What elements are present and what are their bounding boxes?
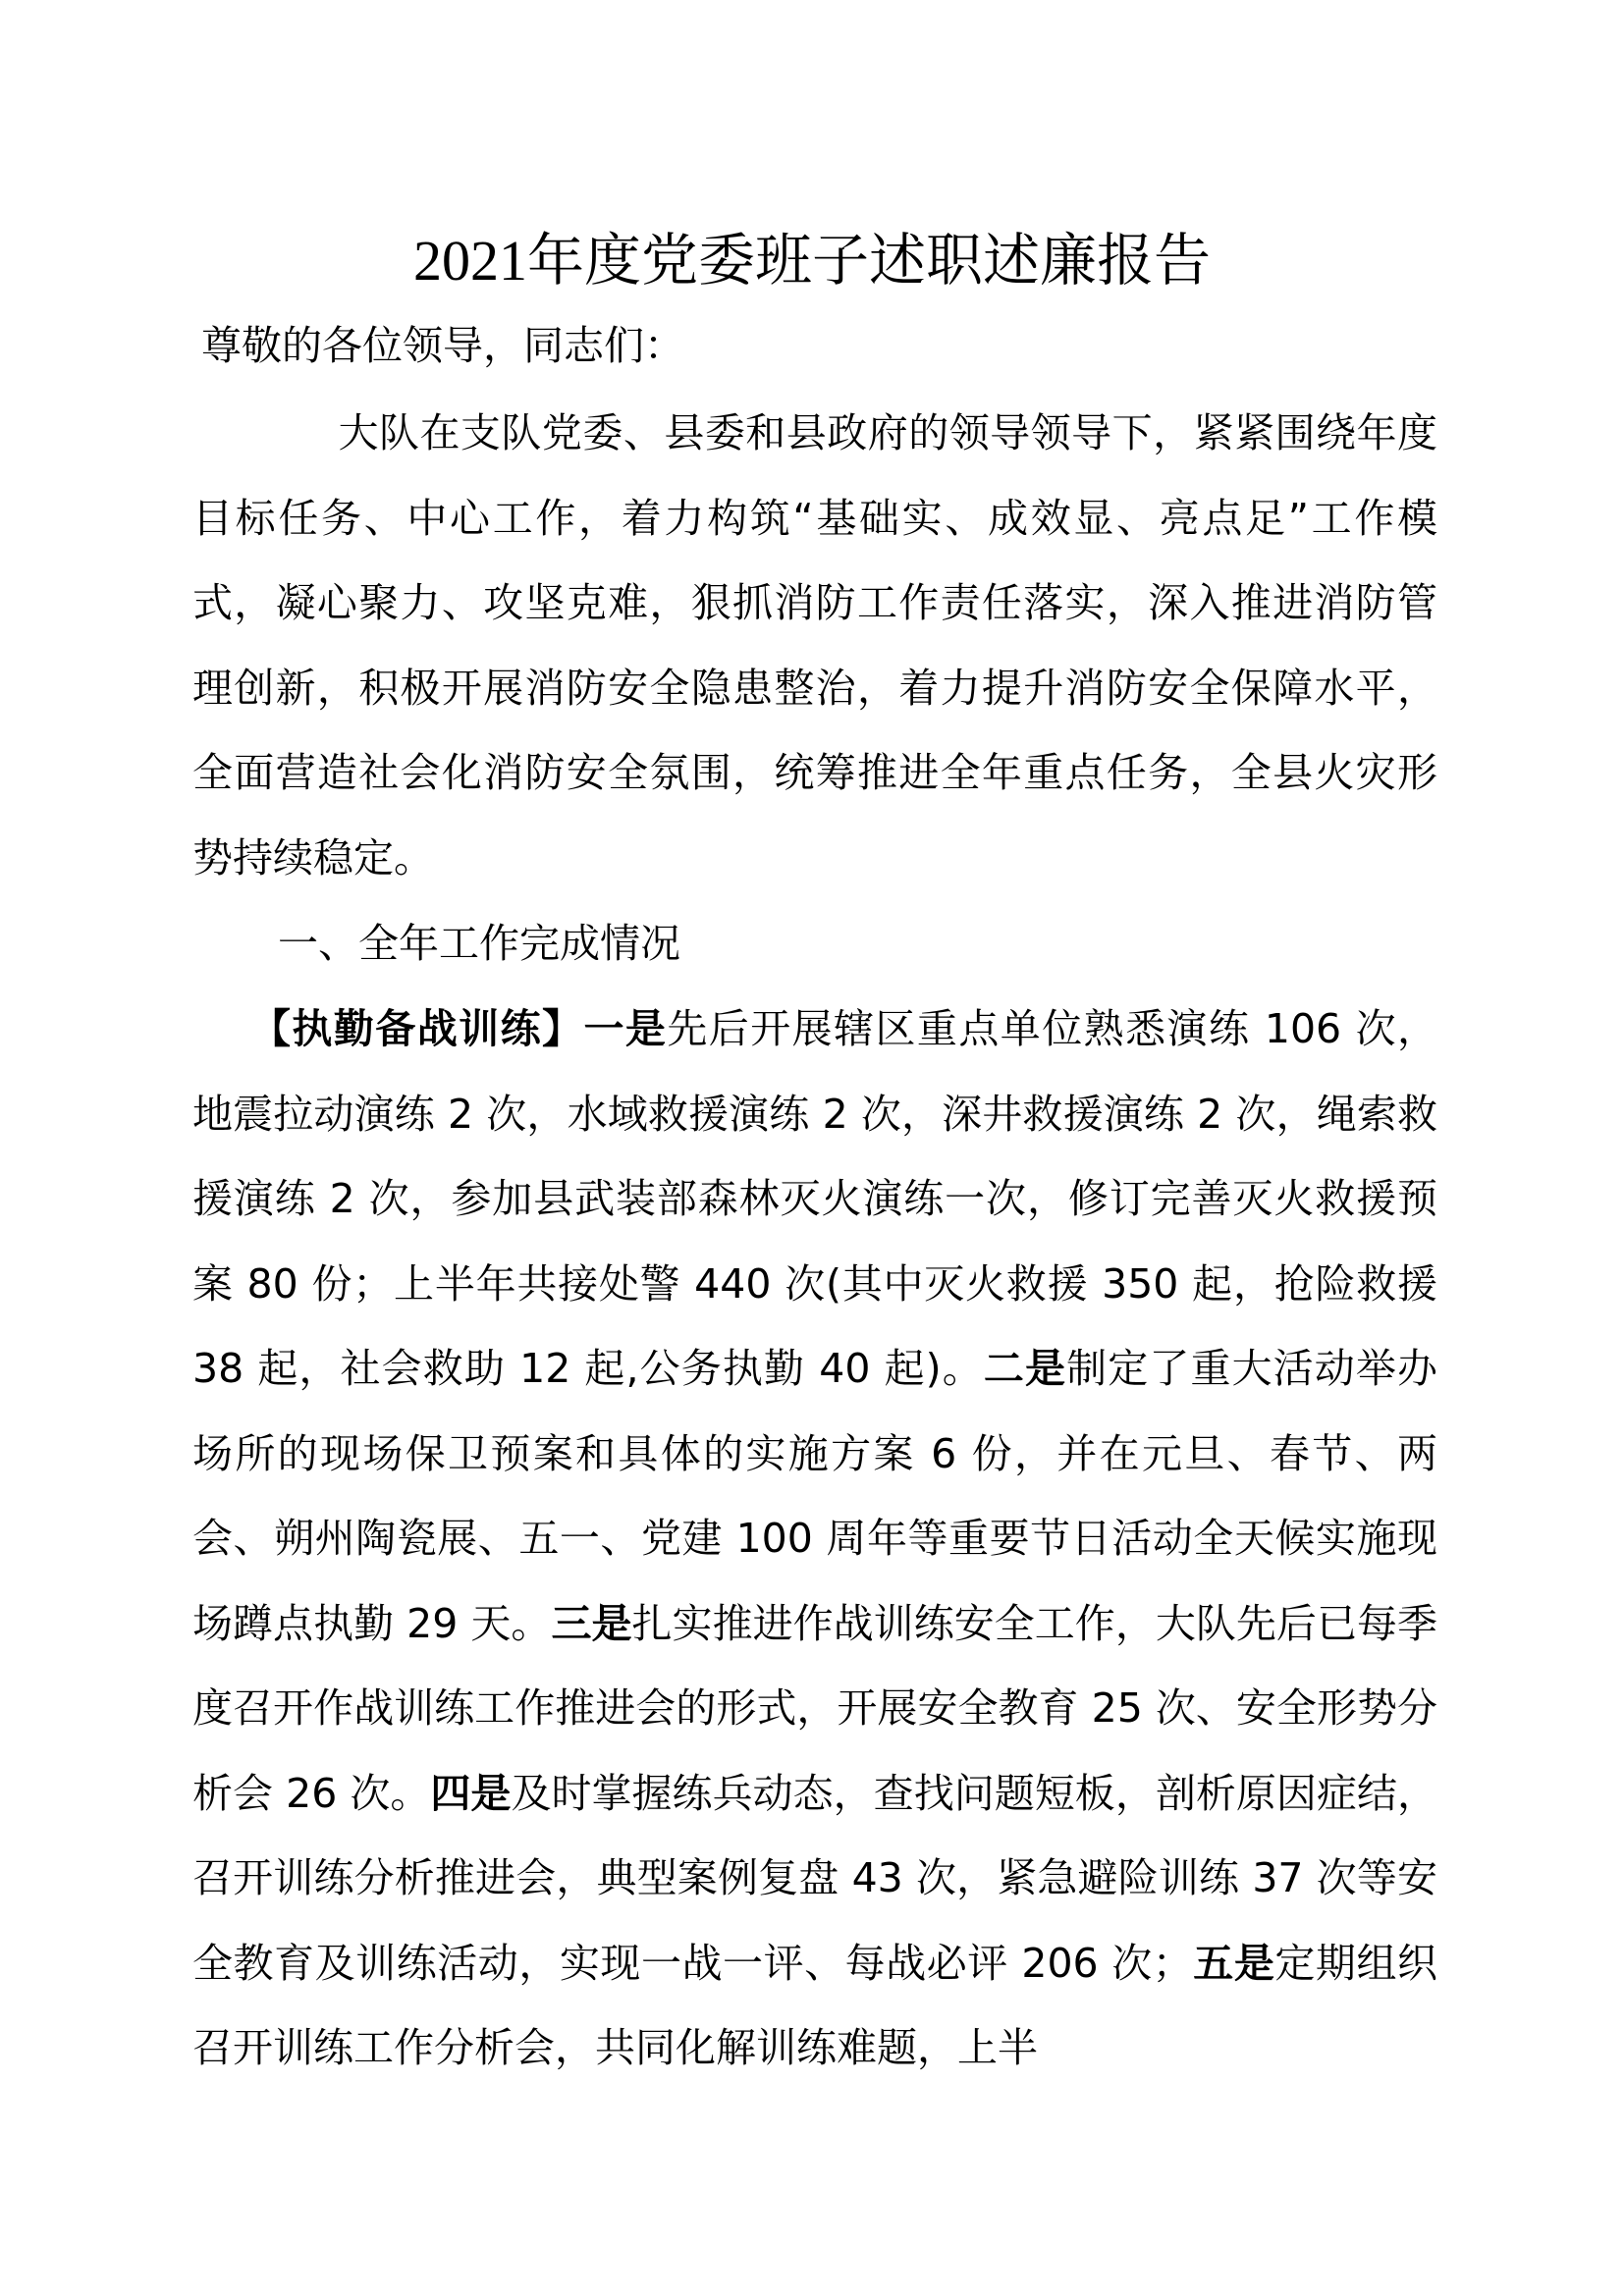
point-1-label: 一是: [583, 1005, 668, 1052]
intro-paragraph-text: 大队在支队党委、县委和县政府的领导领导下，紧紧围绕年度目标任务、中心工作，着力构筑“基础实、成效显、亮点足”工作模式，凝心聚力、攻坚克难，狠抓消防工作责任落实，深入推进消防管理创新，积极开展消防安全隐患整治，着力提升消防安全保障水平，全面营造社会化消防安全氛围，统筹推进全年重点任务，全县火灾形势持续稳定。: [192, 409, 1437, 881]
section-label: 【执勤备战训练】: [250, 1005, 584, 1052]
intro-paragraph: [192, 391, 1437, 900]
title-text: 年度党委班子述职述廉报告: [526, 227, 1211, 294]
point-5-text: 定期组织召开训练工作分析会，共同化解训练难题，上半: [192, 1939, 1437, 2071]
title-year: 2021: [412, 229, 527, 293]
point-2-text: 制定了重大活动举办场所的现场保卫预案和具体的实施方案 6 份，并在元旦、春节、两会、朔州陶瓷展、五一、党建 100 周年等重要节日活动全天候实施现场蹲点执勤 29 天。: [192, 1345, 1437, 1647]
point-2-label: 二是: [983, 1345, 1067, 1392]
point-3-label: 三是: [551, 1599, 632, 1647]
point-3-text: 扎实推进作战训练安全工作，大队先后已每季度召开作战训练工作推进会的形式，开展安全教育 25 次、安全形势分析会 26 次。: [192, 1599, 1438, 1817]
section-heading: 一、全年工作完成情况: [278, 920, 680, 967]
salutation: 尊敬的各位领导，同志们：: [201, 322, 684, 369]
point-4-label: 四是: [430, 1769, 512, 1817]
section-paragraph: [192, 987, 1437, 2091]
point-1-text: 先后开展辖区重点单位熟悉演练 106 次，地震拉动演练 2 次，水域救援演练 2 次，深井救援演练 2 次，绳索救援演练 2 次，参加县武装部森林灭火演练一次，修订完善灭火救援预案 80 份；上半年共接处警 440 次(其中灭火救援 350 起，抢险救援 38 起，社会救助 12 起,公务执勤 40 起)。: [192, 1005, 1438, 1392]
point-4-text: 及时掌握练兵动态，查找问题短板，剖析原因症结，召开训练分析推进会，典型案例复盘 43 次，紧急避险训练 37 次等安全教育及训练活动，实现一战一评、每战必评 206 次；: [192, 1769, 1438, 1987]
point-5-label: 五是: [1192, 1939, 1275, 1987]
document-title: [0, 221, 1624, 300]
